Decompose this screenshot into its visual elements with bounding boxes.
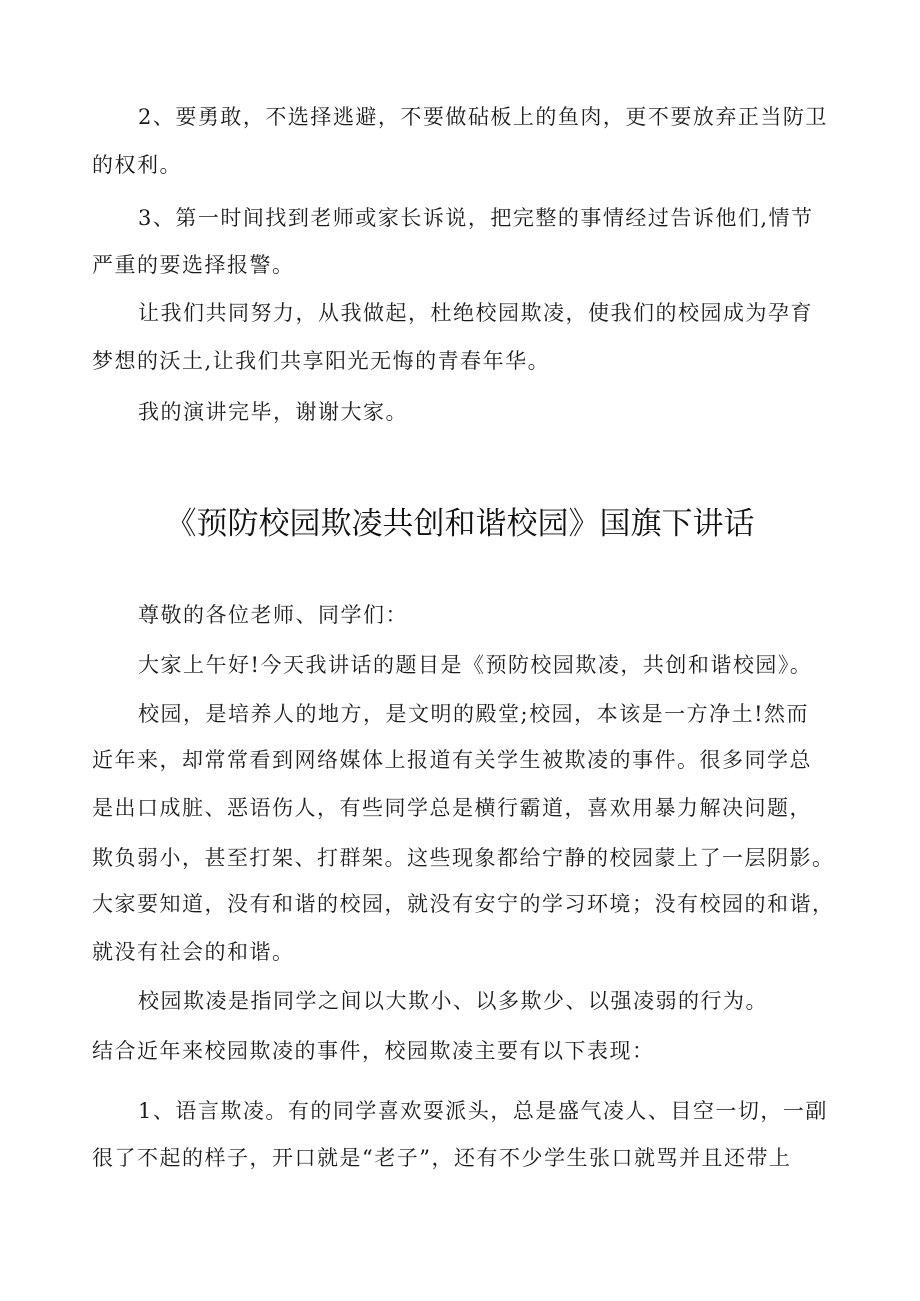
paragraph-line: 很了不起的样子，开口就是“老子”，还有不少学生张口就骂并且还带上 <box>92 1146 792 1170</box>
paragraph-line: 1、语言欺凌。有的同学喜欢耍派头，总是盛气凌人、目空一切，一副 <box>138 1099 828 1123</box>
paragraph-line: 是出口成脏、恶语伤人，有些同学总是横行霸道，喜欢用暴力解决问题， <box>92 796 812 820</box>
paragraph-line: 2、要勇敢，不选择逃避，不要做砧板上的鱼肉，更不要放弃正当防卫 <box>138 105 828 129</box>
paragraph-line: 3、第一时间找到老师或家长诉说，把完整的事情经过告诉他们,情节 <box>138 206 814 230</box>
paragraph-line: 欺负弱小，甚至打架、打群架。这些现象都给宁静的校园蒙上了一层阴影。 <box>92 846 835 870</box>
paragraph-line: 严重的要选择报警。 <box>92 253 295 277</box>
paragraph-line: 校园欺凌是指同学之间以大欺小、以多欺少、以强凌弱的行为。 <box>138 989 768 1013</box>
speech-title: 《预防校园欺凌共创和谐校园》国旗下讲话 <box>165 506 755 542</box>
paragraph-line: 梦想的沃土,让我们共享阳光无悔的青春年华。 <box>92 349 551 373</box>
paragraph-line: 校园，是培养人的地方，是文明的殿堂;校园，本该是一方净土!然而 <box>138 702 810 726</box>
paragraph-line: 大家要知道，没有和谐的校园，就没有安宁的学习环境；没有校园的和谐， <box>92 892 835 916</box>
paragraph-line: 的权利。 <box>92 153 182 177</box>
greeting-line: 尊敬的各位老师、同学们： <box>138 603 408 627</box>
paragraph-line: 我的演讲完毕，谢谢大家。 <box>138 400 408 424</box>
paragraph-line: 就没有社会的和谐。 <box>92 940 295 964</box>
paragraph-line: 近年来，却常常看到网络媒体上报道有关学生被欺凌的事件。很多同学总 <box>92 748 812 772</box>
paragraph-line: 让我们共同努力，从我做起，杜绝校园欺凌，使我们的校园成为孕育 <box>138 301 813 325</box>
paragraph-line: 大家上午好!今天我讲话的题目是《预防校园欺凌，共创和谐校园》。 <box>138 653 813 677</box>
paragraph-line: 结合近年来校园欺凌的事件，校园欺凌主要有以下表现： <box>92 1039 655 1063</box>
